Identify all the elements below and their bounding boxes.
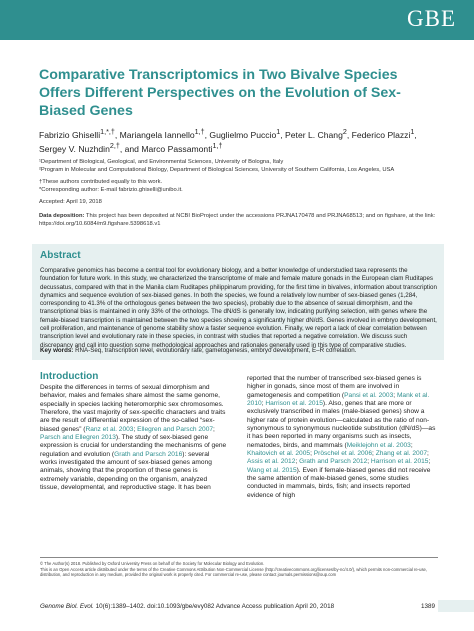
author-affil-marker: 1 bbox=[276, 128, 281, 136]
body-text: ; bbox=[295, 458, 300, 466]
citation-link[interactable]: Zhang et al. 2007 bbox=[375, 450, 428, 458]
citation-details: 10(6):1389–1402. doi:10.1093/gbe/evy082 Advance Access publication April 20, 2018 bbox=[93, 603, 335, 610]
equal-contribution-note: †These authors contributed equally to this work. bbox=[39, 178, 163, 185]
body-text: ). Even if female-biased genes did not receive the same attention of male-biased genes, some studies conducted in mammals, birds, fish; and insects reported evidence of high bbox=[247, 466, 431, 499]
abstract-heading: Abstract bbox=[40, 250, 81, 261]
body-text: reported that the number of transcribed sex-biased genes is higher in gonads, since most of them are involved in gametogenesis and competition ( bbox=[247, 375, 422, 399]
keywords-label: Key words: bbox=[40, 347, 74, 354]
citation-link[interactable]: Assis et al. 2012 bbox=[247, 458, 296, 466]
data-deposition bbox=[39, 212, 439, 228]
keywords bbox=[40, 347, 438, 355]
author-affil-marker: 1 bbox=[410, 128, 415, 136]
author-affil-marker: 2 bbox=[342, 128, 347, 136]
citation-line bbox=[40, 603, 334, 610]
copyright-line: © The Author(s) 2018. Published by Oxford University Press on behalf of the Society for Molecular Biology and Evolution. bbox=[40, 561, 265, 566]
body-text: ; bbox=[310, 450, 314, 458]
author-name: Fabrizio Ghiselli bbox=[39, 129, 101, 140]
corresponding-author-note[interactable] bbox=[39, 186, 439, 194]
citation-link[interactable]: Khaitovich et al. 2005 bbox=[247, 450, 311, 458]
affiliation-1: ¹Department of Biological, Geological, and Environmental Sciences, University of Bologna, Italy bbox=[39, 158, 284, 165]
author-separator: , bbox=[414, 129, 417, 140]
body-text: ; bbox=[410, 441, 413, 449]
page-number-tab bbox=[438, 600, 474, 612]
citation-link[interactable]: Pansi et al. 2003 bbox=[344, 391, 394, 399]
data-deposition-text[interactable]: This project has been deposited at NCBI BioProject under the accessions PRJNA170478 and PRJNA68513; and on figshare, at the link: https://doi.org/10.6084/m9.figshare.5398618.v1 bbox=[39, 212, 436, 227]
author-notes bbox=[39, 178, 439, 194]
citation-link[interactable]: Grath and Parsch 2012 bbox=[299, 458, 368, 466]
page-number: 1389 bbox=[421, 603, 436, 610]
citation-link[interactable]: Wang et al. 2015 bbox=[247, 466, 297, 474]
introduction-heading: Introduction bbox=[40, 371, 99, 382]
body-text: ; bbox=[372, 450, 376, 458]
citation-link[interactable]: Ranz et al. 2003 bbox=[85, 425, 134, 433]
body-text: ; bbox=[133, 425, 138, 433]
body-text: ; bbox=[428, 458, 431, 466]
author-affil-marker: 1,*,† bbox=[100, 128, 115, 136]
author-affil-marker: 2,† bbox=[109, 141, 120, 150]
body-text: ; bbox=[367, 458, 371, 466]
author-name: , Mariangela Iannello bbox=[114, 129, 195, 140]
body-text: ; bbox=[261, 400, 266, 408]
copyright-notice bbox=[40, 561, 438, 578]
keywords-text: RNA-Seq, transcription level, evolutionary rate, gametogenesis, embryo development, E–R correlation. bbox=[73, 347, 357, 354]
citation-link[interactable]: Pröschel et al. 2006 bbox=[313, 450, 373, 458]
footer-divider bbox=[40, 557, 438, 558]
intro-column-left bbox=[40, 384, 228, 492]
author-affil-marker: 1,† bbox=[212, 141, 223, 150]
affiliation-2: ²Program in Molecular and Computational Biology, Department of Biological Sciences, University of Southern California, Los Angeles, USA bbox=[39, 166, 395, 173]
affiliations bbox=[39, 158, 439, 174]
author-name: Sergey V. Nuzhdin bbox=[39, 143, 110, 154]
author-name: , and Marco Passamonti bbox=[119, 143, 213, 154]
citation-link[interactable]: Ellegren and Parsch 2007 bbox=[137, 425, 214, 433]
body-text: Despite the differences in terms of sexual dimorphism and behavior, males and females share almost the same genome, especially in species lacking heteromorphic sex chromosomes. Therefore, the vast majority of sex-specific characters and traits are the result of differential expression of the so-called “sex-biased genes” ( bbox=[40, 384, 226, 433]
license-line[interactable]: This is an Open Access article distributed under the terms of the Creative Commons Attribution Non-Commercial License (http://creativecommons.org/licenses/by-nc/4.0/), which permits non-commercial re-use, distribution, and reproduction in any medium, provided the original work is properly cited. For commercial re-use, please contact journals.permissions@oup.com bbox=[40, 566, 428, 577]
author-affil-marker: 1,† bbox=[194, 128, 205, 136]
author-name: , Federico Plazzi bbox=[346, 129, 411, 140]
body-text: ). Also, genes that are more or exclusively transcribed in males (male-biased genes) show a higher rate of protein evolution—calculated as the ratio of non-synonymous to synonymous nucleotide substitution (dN/dS)—as it has been reported in many organisms such as insects, nematodes, birds, and mammals ( bbox=[247, 400, 436, 449]
citation-journal: Genome Biol. Evol. bbox=[40, 603, 94, 610]
abstract-text: Comparative genomics has become a central tool for evolutionary biology, and a better knowledge of understudied taxa represents the foundation for future work. In this study, we characterized the transcriptome of male and female mature gonads in the European clam Ruditapes decussatus, compared with that in the Manila clam Ruditapes philippinarum providing, for the first time in bivalves, information about transcription dynamics and sequence evolution of sex-biased genes. In both the species, we found a relatively low number of sex-biased genes (1,284, corresponding to 41.3% of the orthologous genes between the two species), probably due to the absence of sexual dimorphism, and the transcriptional bias is maintained in only 33% of the orthologs. The dN/dS is generally low, indicating purifying selection, with genes where the female-biased transcription is maintained between the two species showing a significantly higher dN/dS. Genes involved in embryo development, cell proliferation, and maintenance of genome stability show a faster sequence evolution. Finally, we report a lack of clear correlation between transcription level and evolutionary rate in these species, in contrast with studies that reported a negative correlation. We discuss such discrepancy and call into question some methodological approaches and rationales generally used in this type of comparative studies. bbox=[40, 267, 437, 349]
journal-logo: GBE bbox=[407, 6, 456, 31]
body-text: ). The study of sex-biased gene expression is crucial for understanding the mechanisms of gene regulation and evolution ( bbox=[40, 434, 227, 458]
citation-link[interactable]: Meiklejohn et al. 2003 bbox=[346, 441, 411, 449]
corresponding-email[interactable]: *Corresponding author: E-mail fabrizio.ghiselli@unibo.it. bbox=[39, 186, 183, 193]
citation-link[interactable]: Harrison et al. 2015 bbox=[370, 458, 429, 466]
data-deposition-label: Data deposition: bbox=[39, 212, 85, 219]
citation-link[interactable]: Parsch and Ellegren 2013 bbox=[40, 434, 116, 442]
author-list bbox=[39, 127, 439, 155]
citation-link[interactable]: Harrison et al. 2015 bbox=[265, 400, 323, 408]
article-title: Comparative Transcriptomics in Two Bivalve Species Offers Different Perspectives on the Evolution of Sex-Biased Genes bbox=[39, 67, 401, 119]
body-text: ; bbox=[393, 391, 397, 399]
intro-column-right bbox=[247, 375, 437, 500]
journal-header-bar bbox=[0, 0, 474, 40]
body-text: ): several works investigated the amount of sex-biased genes among animals, showing that the proportion of these genes is extremely variable, depending on the organism, analyzed tissue, developmental, and reproductive stage. It has been bbox=[40, 450, 212, 492]
body-text: ; bbox=[427, 450, 429, 458]
body-text: ; bbox=[213, 425, 215, 433]
accepted-date: Accepted: April 19, 2018 bbox=[39, 198, 102, 205]
citation-link[interactable]: Mank et al. 2010 bbox=[247, 391, 430, 408]
article-front-matter bbox=[39, 66, 439, 228]
author-name: , Peter L. Chang bbox=[280, 129, 343, 140]
citation-link[interactable]: Grath and Parsch 2016 bbox=[114, 450, 183, 458]
author-name: , Guglielmo Puccio bbox=[204, 129, 277, 140]
